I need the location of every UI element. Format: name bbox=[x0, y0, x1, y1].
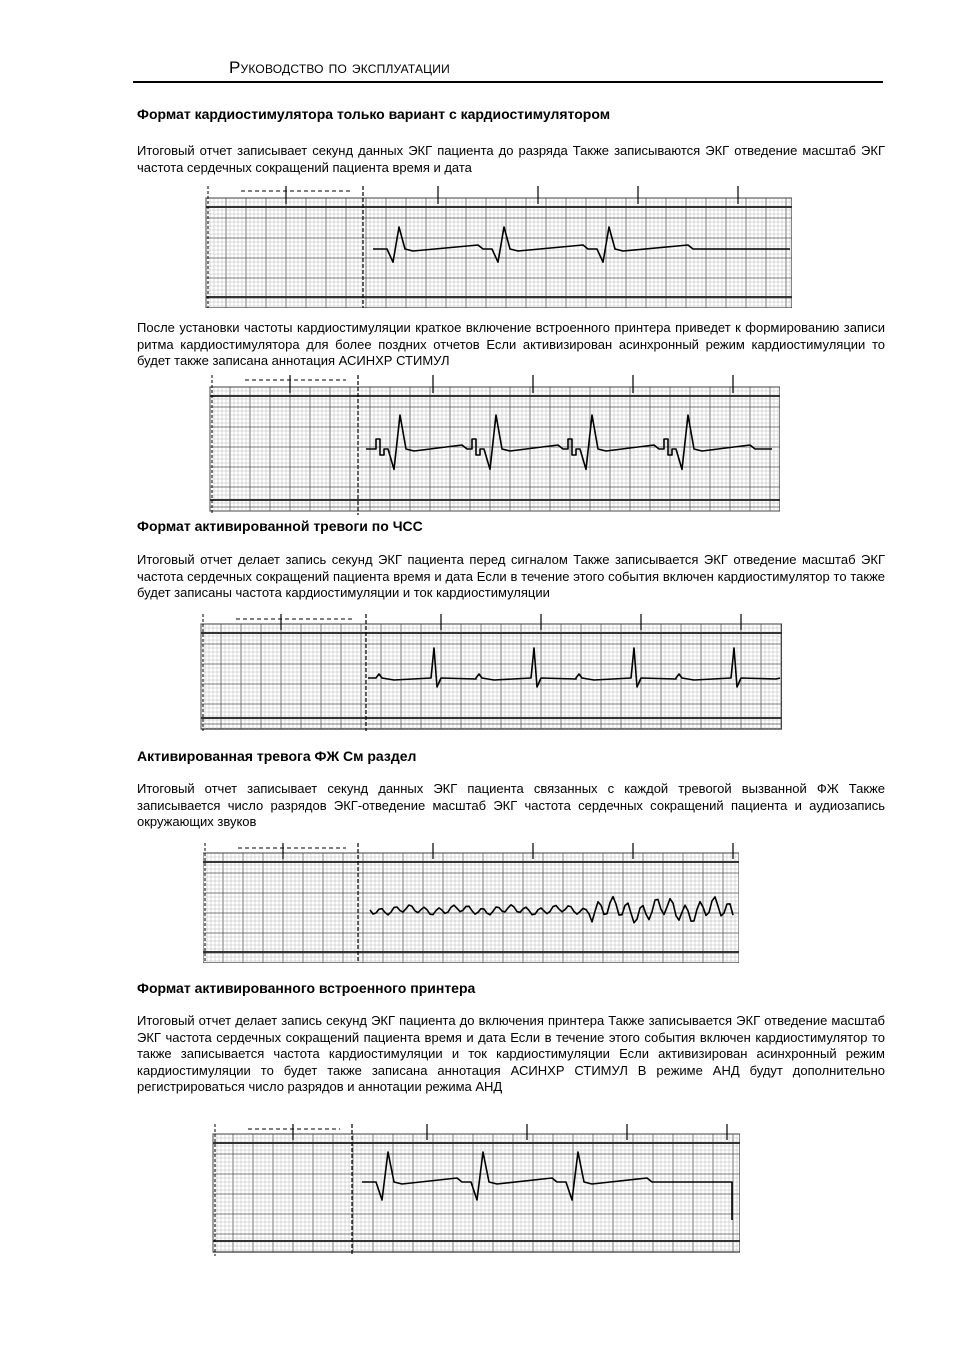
section-heading-vf-alarm: Активированная тревога ФЖ См раздел bbox=[137, 748, 417, 764]
ecg-strip-vf bbox=[203, 843, 739, 963]
ecg-strip-pacer bbox=[198, 186, 792, 308]
ecg-strip-hr-alarm bbox=[195, 614, 782, 731]
section-heading-printer: Формат активированного встроенного принтера bbox=[137, 980, 476, 996]
section-heading-pacer-format: Формат кардиостимулятора только вариант с кардиостимулятором bbox=[137, 106, 611, 122]
pacer-format-paragraph-2: После установки частоты кардиостимуляции краткое включение встроенного принтера приведет к формированию записи ритма кардиостимулятора для более поздних отчетов Если активизирован асинхронный режим кардиостимуляции то будет также записана аннотация АСИНХР СТИМУЛ bbox=[137, 320, 885, 368]
pacer-format-paragraph-1: Итоговый отчет записывает секунд данных ЭКГ пациента до разряда Также записываются ЭКГ отведение масштаб ЭКГ частота сердечных сокращений пациента время и дата bbox=[137, 143, 885, 175]
ecg-strip-async-pacer bbox=[198, 375, 780, 515]
hr-alarm-paragraph: Итоговый отчет делает запись секунд ЭКГ пациента перед сигналом Также записывается ЭКГ отведение масштаб ЭКГ частота сердечных сокращений пациента время и дата Если в течение этого события включен кардиостимулятор то также будет записаны частота кардиостимуляции и ток кардиостимуляции bbox=[137, 552, 885, 600]
ecg-strip-printer bbox=[207, 1124, 740, 1256]
header-rule bbox=[133, 81, 883, 83]
vf-alarm-paragraph: Итоговый отчет записывает секунд данных ЭКГ пациента связанных с каждой тревогой вызванной ФЖ Также записывается число разрядов ЭКГ-отведение масштаб ЭКГ частота сердечных сокращений пациента и аудиозапись окружающих звуков bbox=[137, 781, 885, 829]
printer-paragraph: Итоговый отчет делает запись секунд ЭКГ пациента до включения принтера Также записывается ЭКГ отведение масштаб ЭКГ частота сердечных сокращений пациента время и дата Если в течение этого события включен кардиостимулятор то также записывается частота кардиостимуляции и ток кардиостимуляции Если активизирован асинхронный режим кардиостимуляции то будет также записана аннотация АСИНХР СТИМУЛ В режиме АНД будут дополнительно регистрироваться число разрядов и аннотации режима АНД bbox=[137, 1013, 885, 1094]
section-heading-hr-alarm: Формат активированной тревоги по ЧСС bbox=[137, 518, 423, 534]
header-title: Руководство по эксплуатации bbox=[229, 58, 450, 77]
